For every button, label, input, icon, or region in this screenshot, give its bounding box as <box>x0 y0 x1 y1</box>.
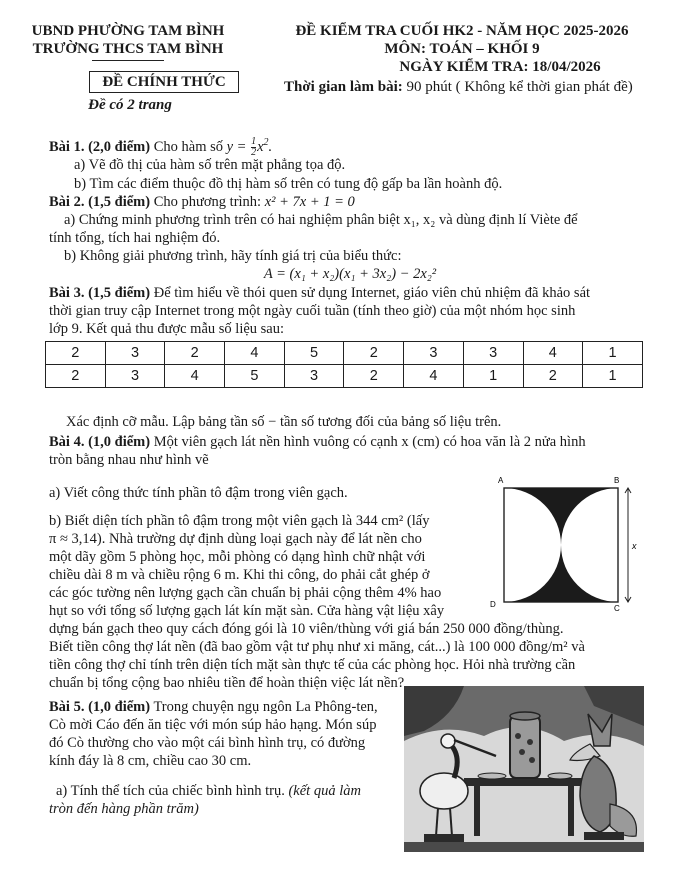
bai3-label: Bài 3. (1,5 điểm) <box>49 285 151 301</box>
pages-note: Đề có 2 trang <box>88 97 172 113</box>
bai5-a: a) Tính thể tích của chiếc bình hình trụ. (kết quả làm <box>56 783 361 799</box>
school-name: TRƯỜNG THCS TAM BÌNH <box>32 41 224 57</box>
table-cell: 2 <box>46 365 106 388</box>
bai4-a: a) Viết công thức tính phần tô đậm trong viên gạch. <box>49 485 348 501</box>
bai4-b-line: hụt so với tổng số lượng gạch lát kín mặt sàn. Cửa hàng vật liệu xây <box>49 603 445 619</box>
bai1-a: a) Vẽ đồ thị của hàm số trên mặt phẳng tọa độ. <box>74 157 346 173</box>
exam-date: NGÀY KIỂM TRA: 18/04/2026 <box>399 59 601 75</box>
bai5-a-note: tròn đến hàng phần trăm) <box>49 801 199 817</box>
table-cell: 2 <box>523 365 583 388</box>
bai2-a-line1: a) Chứng minh phương trình trên có hai nghiệm phân biệt x₁, x₂ và dùng định lí Viète để <box>64 212 578 228</box>
table-cell: 1 <box>583 365 643 388</box>
bai4-tail-line: Biết tiền công thợ lát nền (đã bao gồm vật tư phụ như xi măng, cát...) là 100 000 đồng/m² và <box>49 639 585 655</box>
table-cell: 5 <box>284 342 344 365</box>
bai4-tail-line: tiền công thợ chỉ tính trên diện tích mặt sàn thực tế của các phòng học. Hỏi nhà trường cần <box>49 657 576 673</box>
table-cell: 1 <box>583 342 643 365</box>
bai5-label: Bài 5. (1,0 điểm) <box>49 699 151 715</box>
official-badge: ĐỀ CHÍNH THỨC <box>89 71 239 93</box>
bai4-b-line: một dãy gồm 5 phòng học, mỗi phòng có dạng hình chữ nhật với <box>49 549 426 565</box>
bai2-equation: x² + 7x + 1 = 0 <box>264 194 355 210</box>
bai1-label: Bài 1. (2,0 điểm) <box>49 138 151 155</box>
table-cell: 5 <box>225 365 285 388</box>
bai2-label: Bài 2. (1,5 điểm) <box>49 194 151 210</box>
bai4-b-line: các góc tường nên lượng gạch cần chuẩn bị phải cộng thêm 4% hao <box>49 585 442 601</box>
table-cell: 2 <box>165 342 225 365</box>
table-cell: 3 <box>105 342 165 365</box>
bai5-line: kính đáy là 8 cm, chiều cao 30 cm. <box>49 753 252 769</box>
table-cell: 2 <box>344 342 404 365</box>
bai1-intro: Bài 1. (2,0 điểm) Cho hàm số y = $\frac{1}{2}$ $x^2$. <box>49 136 273 158</box>
bai1-function: y = $\frac{1}{2}$ $x^2$. <box>226 136 273 158</box>
side-label-x: x <box>632 541 637 551</box>
subject-line: MÔN: TOÁN – KHỐI 9 <box>384 41 540 57</box>
table-row <box>46 365 643 388</box>
table-cell: 4 <box>165 365 225 388</box>
table-cell: 3 <box>463 342 523 365</box>
table-cell: 4 <box>523 342 583 365</box>
bai4-tail-line: dựng bán gạch theo quy cách đóng gói là 10 viên/thùng với giá bán 250 000 đồng/thùng. <box>49 621 564 637</box>
bai5-line: Cò mời Cáo đến ăn tiệc với món súp hảo hạng. Món súp <box>49 717 377 733</box>
header-divider-left <box>92 60 164 61</box>
bai5-line1: Bài 5. (1,0 điểm) Trong chuyện ngụ ngôn La Phông-ten, <box>49 699 378 715</box>
time-value: 90 phút ( Không kể thời gian phát đề) <box>402 79 633 95</box>
table-cell: 4 <box>225 342 285 365</box>
vertex-label-b: B <box>614 476 620 485</box>
bai4-label: Bài 4. (1,0 điểm) <box>49 434 151 450</box>
bai4-b-line: chiều dài 8 m và chiều rộng 6 m. Khi thi công, do phải cắt ghép ở <box>49 567 430 583</box>
bai4-line2: tròn bằng nhau như hình vẽ <box>49 452 209 468</box>
survey-table <box>45 341 643 388</box>
table-cell: 4 <box>404 365 464 388</box>
bai2-b: b) Không giải phương trình, hãy tính giá trị của biểu thức: <box>64 248 402 264</box>
time-line <box>284 78 664 97</box>
bai4-line1: Bài 4. (1,0 điểm) Một viên gạch lát nền hình vuông có cạnh x (cm) có hoa văn là 2 nửa hình <box>49 434 586 450</box>
vertex-label-a: A <box>498 476 504 485</box>
table-row <box>46 342 643 365</box>
bai2-expression: A = (x₁ + x₂)(x₁ + 3x₂) − 2x₂² <box>263 266 437 282</box>
school-authority: UBND PHƯỜNG TAM BÌNH <box>31 23 225 39</box>
bai2-a-line2: tính tổng, tích hai nghiệm đó. <box>49 230 221 246</box>
bai2-intro: Bài 2. (1,5 điểm) Cho phương trình: x² + 7x + 1 = 0 <box>49 194 355 210</box>
bai4-tail-line: chuẩn bị tổng cộng bao nhiêu tiền để hoàn thiện việc lát nền? <box>49 675 405 691</box>
vertex-label-d: D <box>490 600 496 609</box>
bai3-line2: thời gian truy cập Internet trong một ngày cuối tuần (tính theo giờ) của một nhóm học sinh <box>49 303 576 319</box>
table-cell: 1 <box>463 365 523 388</box>
time-label: Thời gian làm bài: <box>284 79 403 95</box>
tile-figure <box>482 474 642 614</box>
exam-title: ĐỀ KIỂM TRA CUỐI HK2 - NĂM HỌC 2025-2026 <box>295 23 629 39</box>
table-cell: 3 <box>105 365 165 388</box>
bai4-b-line: b) Biết diện tích phần tô đậm trong một viên gạch là 344 cm² (lấy <box>49 513 430 529</box>
bai1-b: b) Tìm các điểm thuộc đồ thị hàm số trên có tung độ gấp ba lần hoành độ. <box>74 176 503 192</box>
bai3-line3: lớp 9. Kết quả thu được mẫu số liệu sau: <box>49 321 285 337</box>
bai3-task: Xác định cỡ mẫu. Lập bảng tần số − tần số tương đối của bảng số liệu trên. <box>66 414 502 430</box>
table-cell: 2 <box>46 342 106 365</box>
table-cell: 3 <box>404 342 464 365</box>
bai5-line: đó Cò thường cho vào một cái bình hình trụ, có đường <box>49 735 366 751</box>
bai3-line1: Bài 3. (1,5 điểm) Để tìm hiểu về thói quen sử dụng Internet, giáo viên chủ nhiệm đã khảo sát <box>49 285 591 301</box>
stork-fox-illustration <box>404 686 644 852</box>
bai4-b-line: π ≈ 3,14). Nhà trường dự định dùng loại gạch này để lát nền cho <box>49 531 422 547</box>
table-cell: 3 <box>284 365 344 388</box>
table-cell: 2 <box>344 365 404 388</box>
vertex-label-c: C <box>614 604 620 613</box>
